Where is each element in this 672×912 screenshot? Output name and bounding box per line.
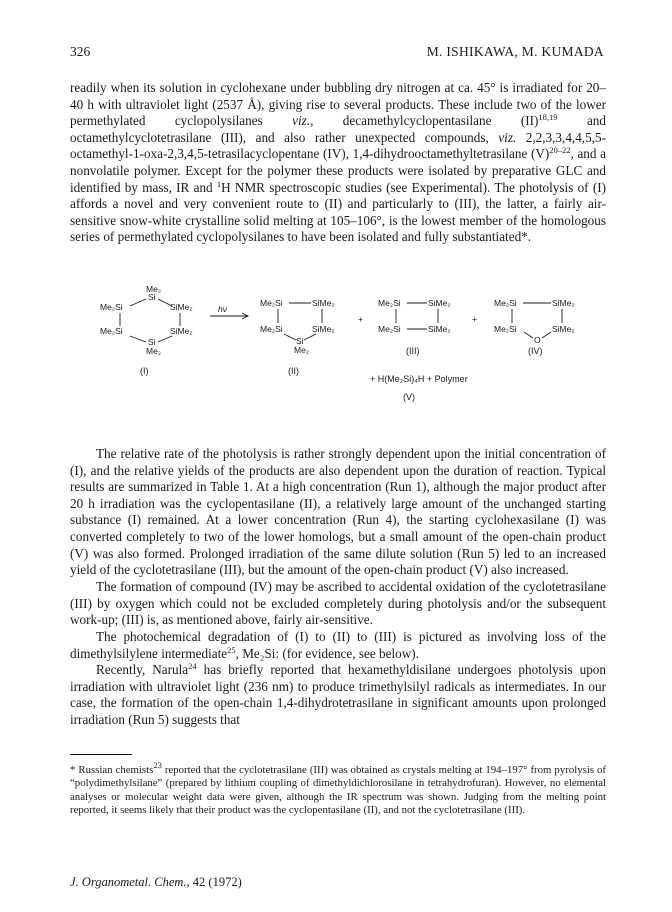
plus-sign: + [358, 314, 363, 324]
svg-text:Si: Si [148, 292, 156, 302]
svg-text:hν: hν [218, 304, 227, 314]
svg-text:SiMe₂: SiMe₂ [552, 298, 575, 308]
svg-text:(IV): (IV) [528, 346, 543, 356]
citation-23: 23 [153, 760, 162, 770]
svg-text:SiMe₂: SiMe₂ [312, 298, 335, 308]
citation-25: 25 [227, 644, 236, 655]
svg-text:Si: Si [148, 337, 156, 347]
svg-text:SiMe₂: SiMe₂ [170, 302, 193, 312]
svg-text:Me₂Si: Me₂Si [100, 326, 123, 336]
citation-18-19: 18,19 [538, 112, 558, 123]
svg-text:Me₂Si: Me₂Si [378, 324, 401, 334]
label-V: (V) [403, 392, 415, 402]
footnote-divider [70, 754, 132, 755]
svg-text:(I): (I) [140, 366, 149, 376]
svg-text:Si: Si [296, 336, 304, 346]
svg-text:Me₂: Me₂ [294, 345, 310, 355]
svg-text:SiMe₂: SiMe₂ [552, 324, 575, 334]
svg-text:Me₂: Me₂ [146, 284, 162, 294]
svg-text:O: O [534, 335, 541, 345]
svg-text:Me₂Si: Me₂Si [378, 298, 401, 308]
compound-II-structure [260, 298, 335, 376]
svg-text:Me₂Si: Me₂Si [260, 298, 283, 308]
svg-text:Me₂: Me₂ [146, 346, 162, 356]
paragraph-dimethylsilylene: The photochemical degradation of (I) to (II) to (III) is pictured as involving loss of the dimethylsilylene intermediate$^{25}$, Me₂Si: (for evidence, see below). [70, 629, 606, 661]
compound-IV-structure [494, 298, 575, 356]
svg-text:SiMe₂: SiMe₂ [428, 298, 451, 308]
page-number: 326 [70, 44, 91, 59]
compound-I-structure [100, 284, 193, 376]
svg-text:SiMe₂: SiMe₂ [428, 324, 451, 334]
reaction-scheme [70, 282, 606, 432]
open-chain-product-and-polymer: + H(Me₂Si)₄H + Polymer [370, 374, 468, 384]
running-header-authors: M. ISHIKAWA, M. KUMADA [426, 44, 604, 59]
journal-citation-footer: J. Organometal. Chem., 42 (1972) [70, 875, 242, 889]
paragraph-photolysis-products: readily when its solution in cyclohexane under bubbling dry nitrogen at ca. 45° is irradiated for 20–40 h with ultraviolet light (2537 Å), giving rise to several products. These include two of the lower permethylated cyclopolysilanes viz., decamethylcyclopentasilane (II)$^{18,19}$ and octamethylcyclotetrasilane (III), and also rather unexpected compounds, viz. 2,2,3,3,4,4,5,5-octamethyl-1-oxa-2,3,4,5-tetrasilacyclopentane (IV), 1,4-dihydrooctamethyltetrasilane $(V)^{20-22}$, and a nonvolatile polymer. Except for the polymer these products were isolated by preparative GLC and identified by mass, IR and $^1$H NMR spectroscopic studies (see Experimental). The photolysis of (I) affords a novel and very convenient route to (II) and particularly to (III), the latter, a fairly air-sensitive snow-white crystalline solid melting at 105–106°, is the lowest member of the homologous series of permethylated cyclopolysilanes to have been isolated and fully substantiated*. [70, 80, 606, 245]
svg-text:Me₂Si: Me₂Si [260, 324, 283, 334]
svg-text:SiMe₂: SiMe₂ [312, 324, 335, 334]
citation-20-22: 20–22 [549, 145, 571, 156]
footnote: * Russian chemists$^{23}$ reported that the cyclotetrasilane (III) was obtained as crystals melting at 194–197° from pyrolysis of “polydimethylsilane” (prepared by lithium coupling of dimethyldichlorosilane in tetrahydrofuran). However, no elemental analyses or molecular weight data were given, although the IR spectrum was shown. Judging from the melting point reported, it seems likely that their product was the cyclopentasilane (II), and not the cyclotetrasilane (III). [70, 760, 606, 816]
photolysis-arrow [210, 304, 248, 319]
compound-III-structure [378, 298, 451, 356]
running-header [70, 44, 604, 62]
paragraph-relative-rate: The relative rate of the photolysis is rather strongly dependent upon the initial concentration of (I), and the relative yields of the products are also dependent upon the duration of reaction. Typical results are summarized in Table 1. At a high concentration (Run 1), although the major product after 20 h irradiation was the cyclopentasilane (II), a relatively large amount of the unchanged starting substance (I) remained. At a lower concentration (Run 4), the starting cyclohexasilane (I) was converted completely to two of the lower homologs, but a small amount of the open-chain product (V) was also formed. Prolonged irradiation of the same dilute solution (Run 5) led to an increased yield of the cyclotetrasilane (III), but the amount of the open-chain product (V) also increased. [70, 446, 606, 578]
svg-text:SiMe₂: SiMe₂ [170, 326, 193, 336]
plus-sign: + [472, 314, 477, 324]
svg-text:Me₂Si: Me₂Si [100, 302, 123, 312]
citation-24: 24 [188, 661, 197, 671]
svg-text:Me₂Si: Me₂Si [494, 298, 517, 308]
paragraph-compound-IV-formation: The formation of compound (IV) may be ascribed to accidental oxidation of the cyclotetrasilane (III) by oxygen which could not be excluded completely during photolysis and/or the subsequent work-up; (III) is, as mentioned above, fairly air-sensitive. [70, 579, 606, 628]
svg-text:(II): (II) [288, 366, 299, 376]
paragraph-narula: Recently, Narula$^{24}$ has briefly reported that hexamethyldisilane undergoes photolysis upon irradiation with ultraviolet light (236 nm) to produce trimethylsilyl radicals as intermediates. In our case, the formation of the open-chain 1,4-dihydrotetrasilane in significant amounts upon prolonged irradiation (Run 5) suggests that [70, 661, 606, 727]
svg-text:Me₂Si: Me₂Si [494, 324, 517, 334]
svg-text:(III): (III) [406, 346, 420, 356]
